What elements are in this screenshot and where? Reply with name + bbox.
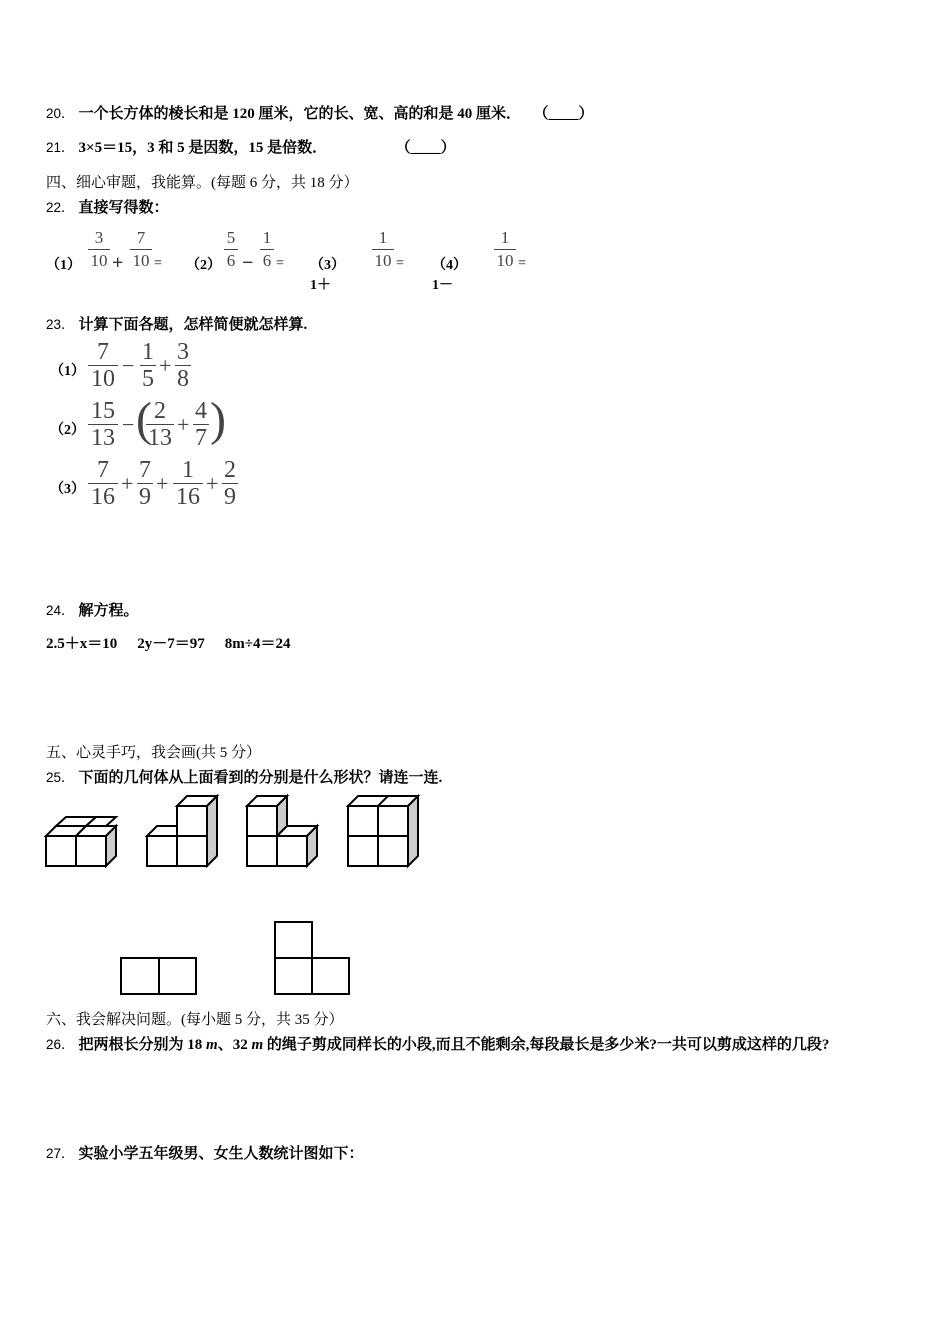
question-text: 下面的几何体从上面看到的分别是什么形状？请连一连. <box>78 770 443 786</box>
answer-blank[interactable]: （____） <box>541 106 594 122</box>
question-text: 3×5＝15，3 和 5 是因数，15 是倍数． <box>78 140 328 156</box>
denominator: 6 <box>262 251 272 270</box>
operator: + <box>177 412 190 437</box>
question-text-2: 、32 <box>217 1037 252 1053</box>
denominator: 10 <box>90 251 108 270</box>
section-heading-6: 六、我会解决问题。(每小题 5 分，共 35 分） <box>46 1012 344 1028</box>
question-text: 计算下面各题，怎样简便就怎样算. <box>78 317 308 333</box>
item-label: （4）1－ <box>432 258 467 293</box>
numerator: 1 <box>182 457 194 483</box>
question-text: 一个长方体的棱长和是 120 厘米，它的长、宽、高的和是 40 厘米． <box>78 106 522 122</box>
denominator: 9 <box>139 484 151 510</box>
question-number: 27． <box>46 1146 75 1161</box>
denominator: 9 <box>224 484 236 510</box>
denominator: 7 <box>195 425 207 451</box>
operator: + <box>156 471 169 496</box>
denominator: 16 <box>176 484 200 510</box>
denominator: 5 <box>142 366 154 392</box>
numerator: 3 <box>94 228 104 247</box>
calc-label-2: （2） <box>50 423 85 438</box>
denominator: 10 <box>374 251 392 270</box>
denominator: 8 <box>177 366 189 392</box>
numerator: 7 <box>97 339 109 365</box>
operator: + <box>206 471 219 496</box>
left-paren: ( <box>136 393 152 446</box>
item-label: （3）1＋ <box>310 258 345 293</box>
item-label: （2） <box>186 258 221 273</box>
numerator: 1 <box>142 339 154 365</box>
top-view-shape-2 <box>275 922 349 994</box>
equation-1: 2.5＋x＝10 <box>46 636 118 652</box>
numerator: 1 <box>262 228 272 247</box>
denominator: 13 <box>91 425 115 451</box>
numerator: 1 <box>378 228 388 247</box>
operator: − <box>242 252 254 274</box>
equation-2: 2y－7＝97 <box>137 636 205 652</box>
denominator: 10 <box>496 251 514 270</box>
calc-label-3: （3） <box>50 482 85 497</box>
numerator: 2 <box>224 457 236 483</box>
numerator: 2 <box>154 398 166 424</box>
cube-figure-4 <box>348 796 418 866</box>
section-heading-5: 五、心灵手巧，我会画(共 5 分） <box>46 745 261 761</box>
question-27 <box>46 1142 364 1163</box>
right-paren: ) <box>210 393 226 446</box>
answer-blank[interactable]: （____） <box>403 140 456 156</box>
equation-3: 8m÷4＝24 <box>224 636 291 652</box>
cube-figure-1 <box>46 817 116 866</box>
question-text: 直接写得数： <box>78 200 169 216</box>
denominator: 16 <box>91 484 115 510</box>
question-number: 22． <box>46 200 75 215</box>
numerator: 7 <box>139 457 151 483</box>
numerator: 7 <box>136 228 146 247</box>
question-number: 23． <box>46 317 75 332</box>
unit-m: m <box>206 1037 218 1053</box>
equals: = <box>396 256 404 271</box>
denominator: 13 <box>148 425 172 451</box>
operator: + <box>121 471 134 496</box>
calc-label-1: （1） <box>50 364 85 379</box>
question-text: 解方程。 <box>78 603 139 619</box>
question-26 <box>46 1033 829 1054</box>
numerator: 3 <box>177 339 189 365</box>
numerator: 4 <box>195 398 207 424</box>
denominator: 10 <box>91 366 115 392</box>
equals: = <box>518 256 526 271</box>
numerator: 1 <box>500 228 510 247</box>
question-number: 26． <box>46 1037 75 1052</box>
equals: = <box>154 256 162 271</box>
cube-figure-2 <box>147 796 217 866</box>
operator: + <box>112 252 124 274</box>
numerator: 5 <box>226 228 236 247</box>
numerator: 7 <box>97 457 109 483</box>
question-number: 21． <box>46 140 75 155</box>
operator: − <box>122 412 135 437</box>
question-number: 25． <box>46 770 75 785</box>
denominator: 6 <box>226 251 236 270</box>
item-label: （1） <box>46 258 81 273</box>
section-heading-4: 四、细心审题，我能算。(每题 6 分，共 18 分） <box>46 175 359 191</box>
question-number: 20． <box>46 106 75 121</box>
unit-m: m <box>251 1037 264 1053</box>
operator: − <box>122 353 135 378</box>
operator: + <box>159 353 172 378</box>
question-text: 实验小学五年级男、女生人数统计图如下： <box>78 1146 364 1162</box>
question-text-3: 的绳子剪成同样长的小段,而且不能剩余,每段最长是多少米?一共可以剪成这样的几段? <box>263 1037 830 1053</box>
denominator: 10 <box>132 251 150 270</box>
question-text-1: 把两根长分别为 18 <box>78 1037 207 1053</box>
top-view-shape-1 <box>121 958 196 994</box>
equals: = <box>276 256 284 271</box>
question-number: 24． <box>46 603 75 618</box>
cube-figure-3 <box>247 796 317 866</box>
numerator: 15 <box>91 398 115 424</box>
